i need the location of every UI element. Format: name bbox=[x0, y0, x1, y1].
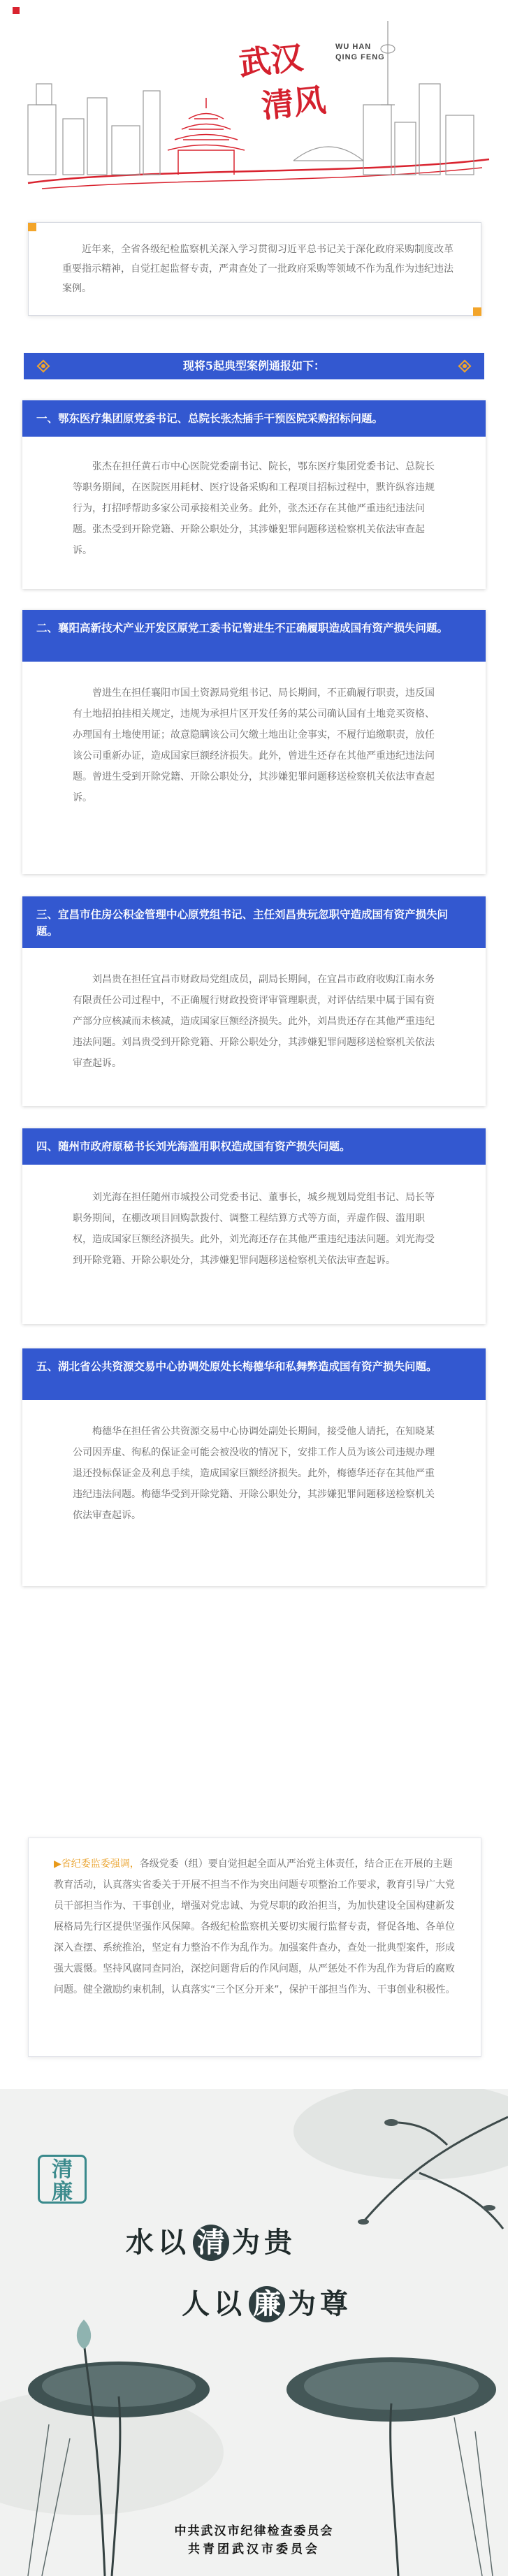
slogan-line-2: 人以 廉 为尊 bbox=[182, 2282, 352, 2322]
case-title: 三、宜昌市住房公积金管理中心原党组书记、主任刘昌贵玩忽职守造成国有资产损失问题。 bbox=[36, 908, 449, 938]
slogan-line-1: 水以 清 为贵 bbox=[126, 2220, 296, 2261]
ornament-icon bbox=[458, 359, 472, 373]
wuhan-qingfeng-logo: 武汉 清风 bbox=[237, 38, 328, 126]
case-body: 张杰在担任黄石市中心医院党委副书记、院长，鄂东医疗集团党委书记、总院长等职务期间，在医院医用耗材、医疗设备采购和工程项目招标过程中，默许纵容违规行为，打招呼帮助多家公司承接相关业务。此外，张杰还存在其他严重违纪违法问题。张杰受到开除党籍、开除公职处分，其涉嫌犯罪问题移送检察机关依法审查起诉。 bbox=[73, 461, 435, 556]
closing-body: 各级党委（组）要自觉担起全面从严治党主体责任，结合正在开展的主题教育活动，认真落实省委关于开展不担当不作为突出问题专项整治工作要求，教育引导广大党员干部担当作为、干事创业，增强对党忠诚、为党尽职的政治担当，为加快建设全国构建新发展格局先行区提供坚强作风保障。各级纪检监察机关要切实履行监督专责，督促各地、各单位深入查摆、系统推治，坚定有力整治不作为乱作为。加强案件查办，查处一批典型案件，形成强大震慑。坚持风腐同查同治，深挖问题背后的作风问题，从严惩处不作为乱作为背后的腐败问题。健全激励约束机制，认真落实“三个区分开来”，保护干部担当作为、干事创业积极性。 bbox=[54, 1858, 456, 1995]
intro-box bbox=[28, 222, 481, 316]
case-header bbox=[22, 610, 486, 662]
closing-box bbox=[28, 1838, 481, 2057]
case-title: 五、湖北省公共资源交易中心协调处原处长梅德华和私舞弊造成国有资产损失问题。 bbox=[36, 1360, 437, 1373]
cases-title-text: 现将5起典型案例通报如下： bbox=[182, 359, 326, 372]
integrity-seal: 清 廉 bbox=[38, 2155, 87, 2204]
case-title: 二、襄阳高新技术产业开发区原党工委书记曾进生不正确履职造成国有资产损失问题。 bbox=[36, 621, 449, 634]
closing-lead: ▶省纪委监委强调， bbox=[54, 1858, 140, 1870]
organization-name-1: 中共武汉市纪律检查委员会 bbox=[174, 2524, 334, 2538]
header-banner bbox=[0, 0, 508, 199]
case-header bbox=[22, 1128, 486, 1165]
intro-text: 近年来，全省各级纪检监察机关深入学习贯彻习近平总书记关于深化政府采购制度改革重要指示精神，自觉扛起监督专责，严肃查处了一批政府采购等领域不作为乱作为违纪违法案例。 bbox=[62, 244, 453, 294]
case-header bbox=[22, 896, 486, 948]
organization-name-2: 共青团武汉市委员会 bbox=[188, 2542, 320, 2556]
cases-title-bar bbox=[24, 353, 484, 379]
case-card-5 bbox=[22, 1348, 486, 1586]
case-title: 一、鄂东医疗集团原党委书记、总院长张杰插手干预医院采购招标问题。 bbox=[36, 412, 384, 425]
case-card-1 bbox=[22, 400, 486, 589]
case-card-4 bbox=[22, 1128, 486, 1324]
case-card-2 bbox=[22, 610, 486, 874]
case-body: 曾进生在担任襄阳市国土资源局党组书记、局长期间，不正确履行职责，违反国有土地招拍挂相关规定，违规为承担片区开发任务的某公司确认国有土地竞买资格、办理国有土地使用证；故意隐瞒该公司欠缴土地出让金事实，不履行追缴职责，放任该公司重新办证，造成国家巨额经济损失。此外，曾进生还存在其他严重违纪违法问题。曾进生受到开除党籍、开除公职处分，其涉嫌犯罪问题移送检察机关依法审查起诉。 bbox=[73, 687, 435, 803]
case-title: 四、随州市政府原秘书长刘光海滥用职权造成国有资产损失问题。 bbox=[36, 1140, 351, 1153]
case-body: 刘光海在担任随州市城投公司党委书记、董事长，城乡规划局党组书记、局长等职务期间，在棚改项目回购款拨付、调整工程结算方式等方面，弄虚作假、滥用职权，造成国家巨额经济损失。此外，刘光海还存在其他严重违纪违法问题。刘光海受到开除党籍、开除公职处分，其涉嫌犯罪问题移送检察机关依法审查起诉。 bbox=[73, 1192, 435, 1266]
closing-text bbox=[54, 1854, 461, 2000]
logo-english-text: WU HAN QING FENG bbox=[335, 43, 385, 61]
case-header bbox=[22, 400, 486, 437]
case-body: 刘昌贵在担任宜昌市财政局党组成员，副局长期间，在宜昌市政府收购江南水务有限责任公司过程中，不正确履行财政投资评审管理职责，对评估结果中属于国有资产部分应核减而未核减，造成国家巨额经济损失。此外，刘昌贵还存在其他严重违纪违法问题。刘昌贵受到开除党籍、开除公职处分，其涉嫌犯罪问题移送检察机关依法审查起诉。 bbox=[73, 974, 435, 1069]
case-card-3 bbox=[22, 896, 486, 1106]
case-body: 梅德华在担任省公共资源交易中心协调处副处长期间，接受他人请托，在知晓某公司因弄虚、徇私的保证金可能会被没收的情况下，安排工作人员为该公司违规办理退还投标保证金及利息手续，造成国家巨额经济损失。此外，梅德华还存在其他严重违纪违法问题。梅德华受到开除党籍、开除公职处分，其涉嫌犯罪问题移送检察机关依法审查起诉。 bbox=[73, 1426, 435, 1521]
case-header bbox=[22, 1348, 486, 1400]
integrity-poster bbox=[0, 2089, 508, 2576]
